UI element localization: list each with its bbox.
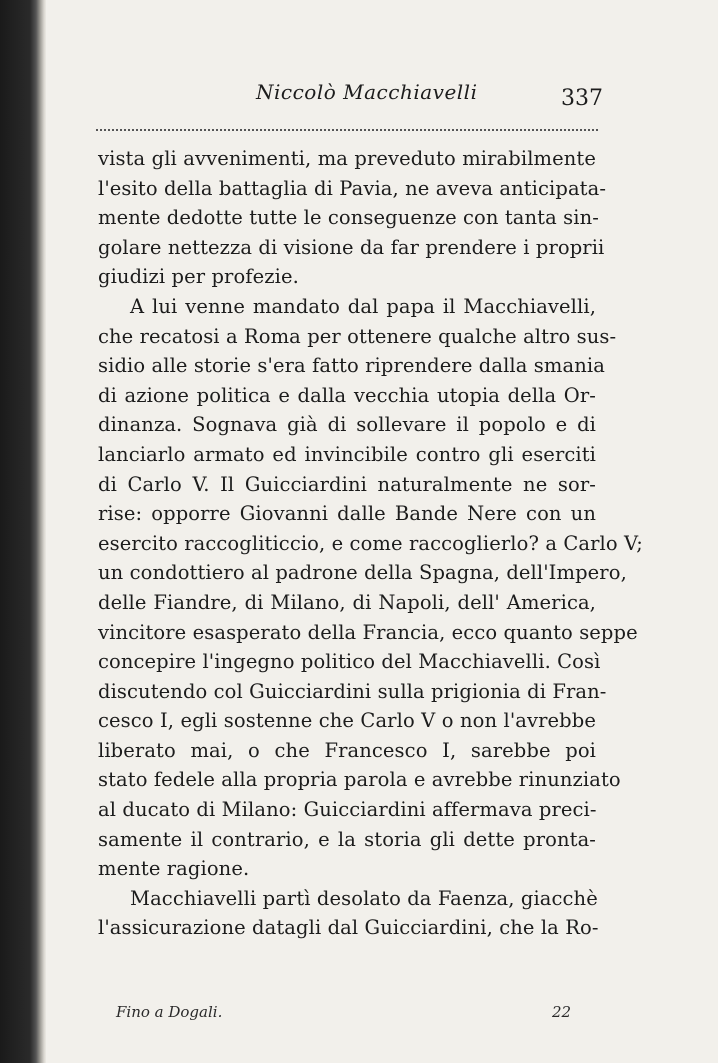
text-line: cesco I, egli sostenne che Carlo V o non l'avrebbe xyxy=(98,709,596,733)
text-line: lanciarlo armato ed invincibile contro gli eserciti xyxy=(98,442,596,466)
signature-mark: Fino a Dogali. xyxy=(116,1003,223,1021)
text-line: rise: opporre Giovanni dalle Bande Nere con un xyxy=(98,502,596,526)
text-line: discutendo col Guicciardini sulla prigionia di Fran- xyxy=(98,679,607,703)
text-line: golare nettezza di visione da far prendere i proprii xyxy=(98,235,605,259)
text-line: di azione politica e dalla vecchia utopia della Or- xyxy=(98,383,596,407)
book-gutter-shadow xyxy=(0,0,46,1063)
text-line: l'esito della battaglia di Pavia, ne aveva anticipata- xyxy=(98,176,607,200)
text-line: A lui venne mandato dal papa il Macchiavelli, xyxy=(130,294,596,318)
text-line: che recatosi a Roma per ottenere qualche altro sus- xyxy=(98,324,617,348)
header-dotted-rule xyxy=(96,129,598,131)
text-line: di Carlo V. Il Guicciardini naturalmente ne sor- xyxy=(98,472,596,496)
text-line: liberato mai, o che Francesco I, sarebbe poi xyxy=(98,738,596,762)
text-line: mente ragione. xyxy=(98,857,250,881)
text-line: vincitore esasperato della Francia, ecco quanto seppe xyxy=(98,620,638,644)
text-line: l'assicurazione datagli dal Guicciardini, che la Ro- xyxy=(98,916,599,940)
text-line: dinanza. Sognava già di sollevare il popolo e di xyxy=(98,413,596,437)
text-line: mente dedotte tutte le conseguenze con tanta sin- xyxy=(98,206,599,230)
text-line: stato fedele alla propria parola e avrebbe rinunziato xyxy=(98,768,621,792)
running-title: Niccolò Macchiavelli xyxy=(256,80,478,104)
text-line: sidio alle storie s'era fatto riprendere dalla smania xyxy=(98,354,605,378)
text-line: samente il contrario, e la storia gli dette pronta- xyxy=(98,827,596,851)
text-line: delle Fiandre, di Milano, di Napoli, dell' America, xyxy=(98,590,596,614)
text-line: concepire l'ingegno politico del Macchiavelli. Così xyxy=(98,650,601,674)
text-line: Macchiavelli partì desolato da Faenza, giacchè xyxy=(130,886,598,910)
page-number: 337 xyxy=(561,86,603,111)
text-line: vista gli avvenimenti, ma preveduto mirabilmente xyxy=(98,147,596,170)
sheet-number: 22 xyxy=(552,1003,572,1021)
text-line: giudizi per profezie. xyxy=(98,265,299,289)
text-line: al ducato di Milano: Guicciardini affermava preci- xyxy=(98,798,597,822)
text-line: esercito raccogliticcio, e come raccoglierlo? a Carlo V; xyxy=(98,531,643,555)
body-text xyxy=(98,144,643,943)
text-line: un condottiero al padrone della Spagna, dell'Impero, xyxy=(98,561,627,585)
